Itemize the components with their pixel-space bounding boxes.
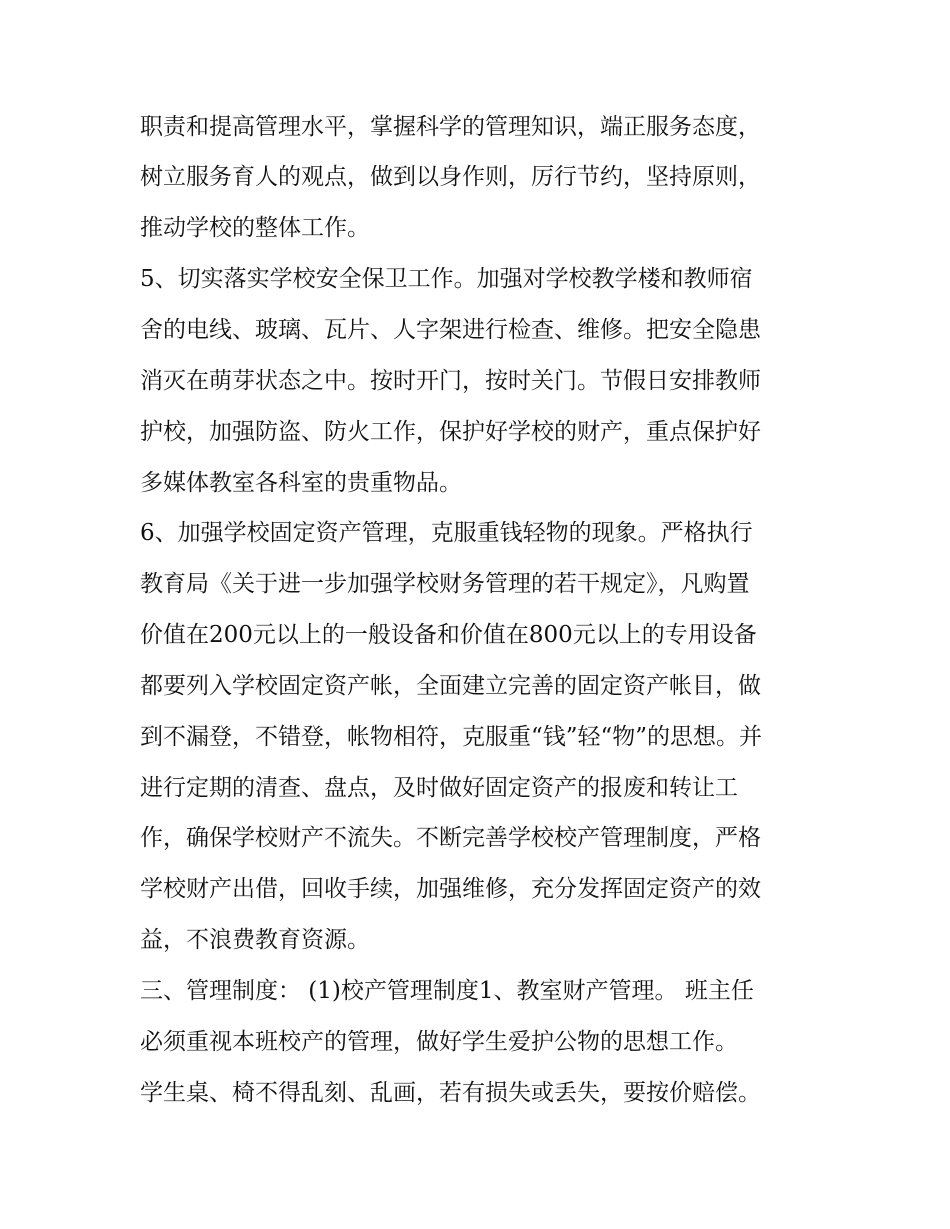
text-line: 护校，加强防盗、防火工作，保护好学校的财产，重点保护好 — [140, 419, 761, 445]
text-line: 职责和提高管理水平，掌握科学的管理知识，端正服务态度， — [140, 114, 761, 140]
text-line: 学生桌、椅不得乱刻、乱画，若有损失或丢失，要按价赔偿。 — [140, 1080, 761, 1106]
text-line: 到不漏登，不错登，帐物相符，克服重“钱”轻“物”的思想。并 — [140, 724, 763, 750]
text-line: 作，确保学校财产不流失。不断完善学校校产管理制度，严格 — [140, 825, 761, 851]
text-line: 学校财产出借，回收手续，加强维修，充分发挥固定资产的效 — [140, 876, 761, 902]
text-line: 多媒体教室各科室的贵重物品。 — [140, 470, 462, 496]
text-line: 必须重视本班校产的管理，做好学生爱护公物的思想工作。 — [140, 1029, 738, 1055]
text-line: 都要列入学校固定资产帐，全面建立完善的固定资产帐目，做 — [140, 673, 761, 699]
text-line: 三、管理制度： (1)校产管理制度1、教室财产管理。 班主任 — [140, 978, 754, 1004]
text-line: 进行定期的清查、盘点，及时做好固定资产的报废和转让工 — [140, 775, 738, 801]
text-line: 益，不浪费教育资源。 — [140, 927, 370, 953]
text-line: 消灭在萌芽状态之中。按时开门，按时关门。节假日安排教师 — [140, 368, 761, 394]
text-line: 5、切实落实学校安全保卫工作。加强对学校教学楼和教师宿 — [140, 266, 753, 292]
text-line: 舍的电线、玻璃、瓦片、人字架进行检查、维修。把安全隐患 — [140, 317, 761, 343]
text-line: 推动学校的整体工作。 — [140, 215, 370, 241]
text-line: 树立服务育人的观点，做到以身作则，厉行节约，坚持原则， — [140, 164, 761, 190]
text-line: 价值在200元以上的一般设备和价值在800元以上的专用设备 — [140, 622, 757, 648]
text-line: 教育局《关于进一步加强学校财务管理的若干规定》，凡购置 — [140, 571, 750, 597]
text-line: 6、加强学校固定资产管理，克服重钱轻物的现象。严格执行 — [140, 520, 753, 546]
